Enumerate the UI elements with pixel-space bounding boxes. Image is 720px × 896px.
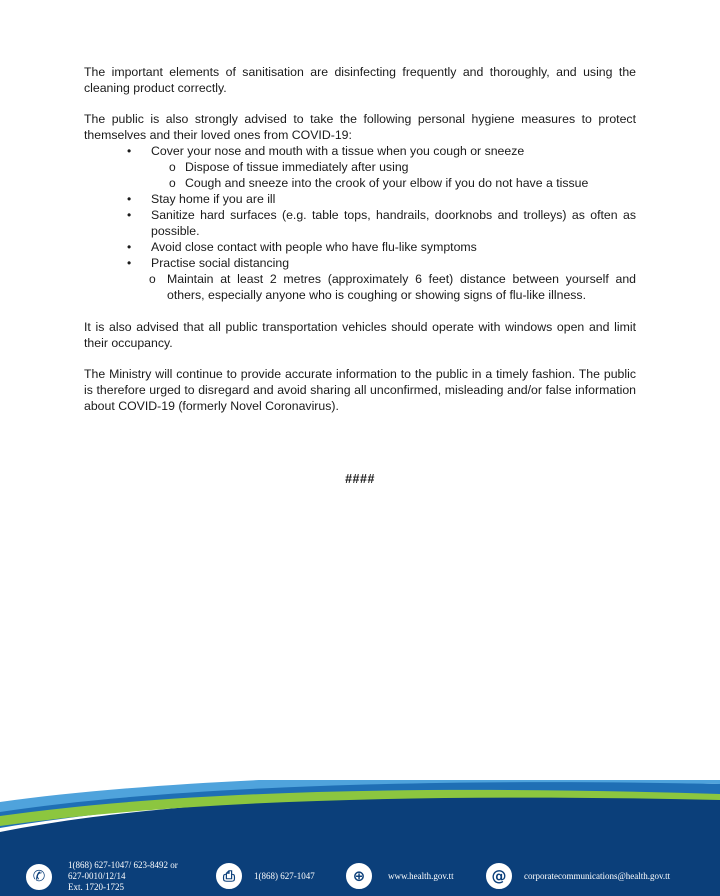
circle-marker: o: [149, 272, 156, 286]
end-mark: ####: [345, 472, 375, 486]
website-link[interactable]: www.health.gov.tt: [388, 870, 454, 881]
phone-icon: ✆: [24, 862, 54, 892]
paragraph-hygiene-intro: The public is also strongly advised to take the following personal hygiene measures to protect themselves and their loved ones from COVID-19:: [84, 112, 636, 142]
fax-icon: ⎙: [214, 861, 244, 891]
bullet-text: Avoid close contact with people who have flu-like symptoms: [151, 240, 477, 254]
phone-line: 627-0010/12/14: [68, 871, 126, 881]
sub-list: [151, 271, 636, 303]
globe-icon: ⊕: [344, 861, 374, 891]
paragraph-sanitisation: The important elements of sanitisation are disinfecting frequently and thoroughly, and using the cleaning product correctly.: [84, 65, 636, 95]
circle-marker: o: [169, 176, 176, 190]
phone-line: 1(868) 627-1047/ 623-8492 or: [68, 860, 178, 870]
list-item: [84, 191, 636, 207]
paragraph-transport: It is also advised that all public transportation vehicles should operate with windows open and limit their occupancy.: [84, 320, 636, 350]
at-icon: @: [484, 861, 514, 891]
footer-banner: [0, 780, 720, 896]
bullet-marker: •: [127, 192, 132, 206]
bullet-text: Practise social distancing: [151, 256, 290, 270]
phone-line: Ext. 1720-1725: [68, 882, 124, 892]
bullet-marker: •: [127, 144, 132, 158]
bullet-marker: •: [127, 240, 132, 254]
bullet-text: Stay home if you are ill: [151, 192, 276, 206]
document-body: [84, 64, 636, 414]
circle-marker: o: [169, 160, 176, 174]
bullet-marker: •: [127, 256, 132, 270]
bullet-marker: •: [127, 208, 132, 222]
list-item: [84, 239, 636, 255]
list-item: [84, 207, 636, 239]
sub-list-item: o Cough and sneeze into the crook of your elbow if you do not have a tissue: [169, 176, 589, 190]
sub-list: [151, 159, 636, 191]
fax-contact: [214, 861, 315, 891]
sub-list-item: o Dispose of tissue immediately after using: [169, 160, 409, 174]
email-link[interactable]: corporatecommunications@health.gov.tt: [524, 870, 671, 881]
sub-list-item: o Maintain at least 2 metres (approximately 6 feet) distance between yourself and others, especially anyone who is coughing or showing signs of flu-like illness.: [149, 272, 636, 302]
paragraph-ministry: The Ministry will continue to provide accurate information to the public in a timely fashion. The public is therefore urged to disregard and avoid sharing all unconfirmed, misleading and/or false information about COVID-19 (formerly Novel Coronavirus).: [84, 367, 636, 413]
list-item: [84, 255, 636, 303]
email-contact: [484, 861, 670, 891]
list-item: [84, 143, 636, 191]
bullet-text: Sanitize hard surfaces (e.g. table tops, handrails, doorknobs and trolleys) as often as possible.: [151, 208, 636, 238]
website-contact: [344, 861, 454, 891]
bullet-text: Cover your nose and mouth with a tissue when you cough or sneeze: [151, 144, 525, 158]
fax-number: 1(868) 627-1047: [254, 870, 315, 881]
hygiene-measures-list: [84, 143, 636, 303]
phone-contact: [24, 860, 178, 893]
